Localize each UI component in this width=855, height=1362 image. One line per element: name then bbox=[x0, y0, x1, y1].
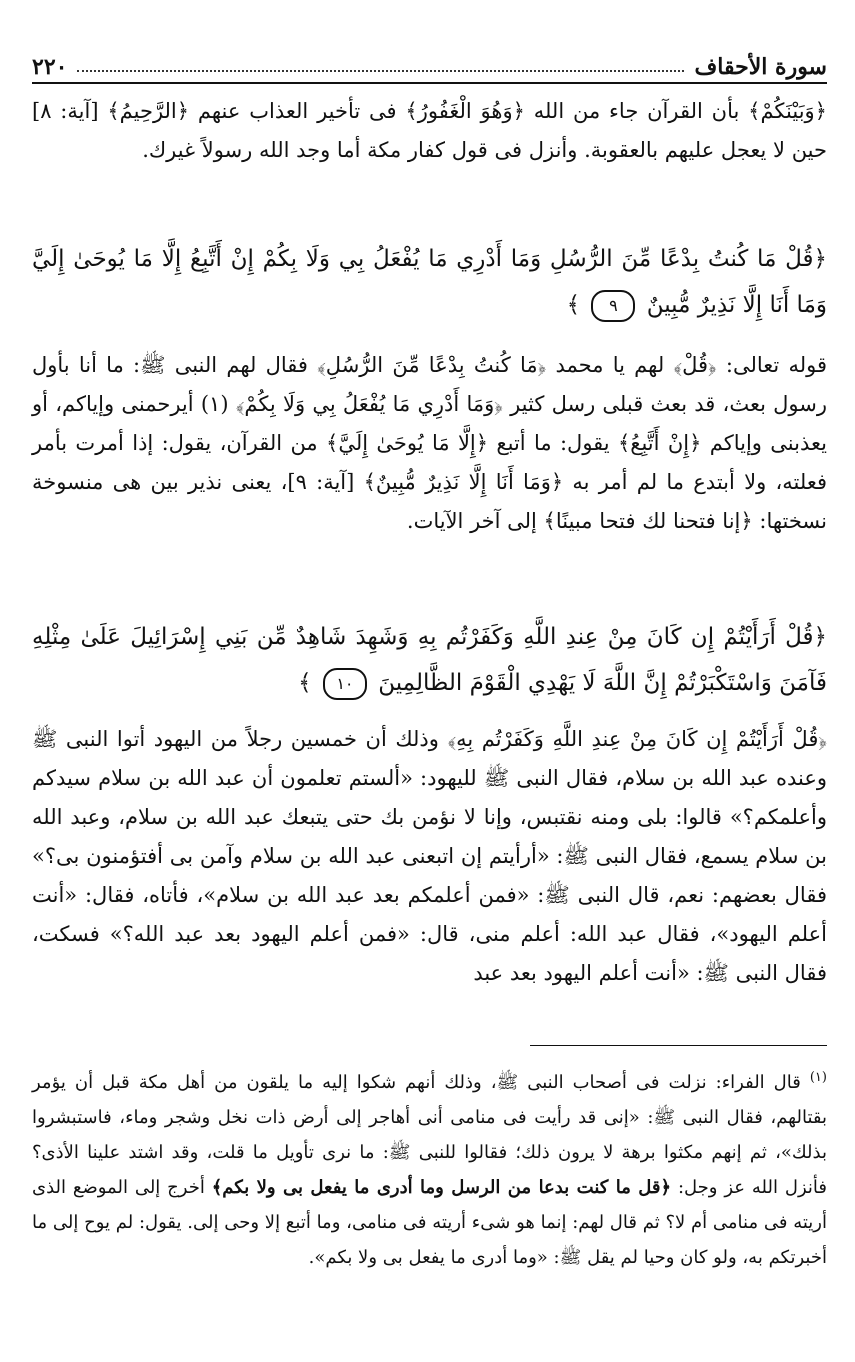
intro-text: ﴿وَبَيْنَكُمْ﴾ بأن القرآن جاء من الله ﴿وَهُوَ الْغَفُورُ﴾ فى تأخير العذاب عنهم ﴿الرَّحِيمُ﴾ [آية: ٨] حين لا يعجل عليهم بالعقوبة. وأنزل فى قول كفار مكة أما وجد الله رسولاً غيرك. bbox=[32, 99, 827, 162]
intro-paragraph bbox=[32, 92, 827, 170]
footnote-divider bbox=[530, 1045, 827, 1046]
page-header bbox=[32, 44, 827, 84]
verse-9-number-marker: ٩ bbox=[591, 290, 635, 322]
verse-10 bbox=[32, 614, 827, 706]
footnote-text-b: أخرج إلى الموضع الذى أريته فى منامى أم لا؟ ثم قال لهم: إنما هو شىء أريته فى منامى، وما أتبع إلا وحى إلى. يقول: لم يوح إلى ما أخبرتكم به، ولو كان وحيا لم يقل ﷺ: «وما أدرى ما يفعل بى ولا بكم». bbox=[32, 1177, 827, 1268]
footnote-number: (١) bbox=[809, 1070, 827, 1085]
commentary-10-text: ﴿قُلْ أَرَأَيْتُمْ إِن كَانَ مِنْ عِندِ اللَّهِ وَكَفَرْتُم بِهِ﴾ وذلك أن خمسين رجلاً من اليهود أتوا النبى ﷺ وعنده عبد الله بن سلام، فقال النبى ﷺ لليهود: «ألستم تعلمون أن عبد الله بن سلام سيدكم وأعلمكم؟» قالوا: بلى ومنه نقتبس، وإنا لا نؤمن بك حتى يتبعك عبد الله بن سلام، وعبد الله بن سلام يسمع، فقال النبى ﷺ: «أرأيتم إن اتبعنى عبد الله بن سلام وآمن بى أفتؤمنون بى؟» فقال بعضهم: نعم، قال النبى ﷺ: «فمن أعلمكم بعد عبد الله بن سلام»، فأتاه، فقال: «أنت أعلم اليهود»، فقال عبد الله: أعلم منى، قال: «فمن أعلم اليهود بعد عبد الله؟» فسكت، فقال النبى ﷺ: «أنت أعلم اليهود بعد عبد bbox=[32, 727, 827, 985]
commentary-verse-9 bbox=[32, 346, 827, 541]
verse-10-number-marker: ١٠ bbox=[323, 668, 367, 700]
verse-10-text: ﴿قُلْ أَرَأَيْتُمْ إِن كَانَ مِنْ عِندِ اللَّهِ وَكَفَرْتُم بِهِ وَشَهِدَ شَاهِدٌ مِّن بَنِي إِسْرَائِيلَ عَلَىٰ مِثْلِهِ فَآمَنَ وَاسْتَكْبَرْتُمْ إِنَّ اللَّهَ لَا يَهْدِي الْقَوْمَ الظَّالِمِينَ bbox=[32, 624, 827, 696]
verse-9-text: ﴿قُلْ مَا كُنتُ بِدْعًا مِّنَ الرُّسُلِ وَمَا أَدْرِي مَا يُفْعَلُ بِي وَلَا بِكُمْ إِنْ أَتَّبِعُ إِلَّا مَا يُوحَىٰ إِلَيَّ وَمَا أَنَا إِلَّا نَذِيرٌ مُّبِينٌ bbox=[32, 246, 827, 318]
verse-10-close: ﴾ bbox=[298, 670, 312, 696]
surah-title: سورة الأحقاف bbox=[694, 54, 827, 80]
commentary-9-text: قوله تعالى: ﴿قُلْ﴾ لهم يا محمد ﴿مَا كُنتُ بِدْعًا مِّنَ الرُّسُلِ﴾ فقال لهم النبى ﷺ: ما أنا بأول رسول بعث، قد بعث قبلى رسل كثير ﴿وَمَا أَدْرِي مَا يُفْعَلُ بِي وَلَا بِكُمْ﴾ (١) أيرحمنى وإياكم، أو يعذبنى وإياكم ﴿إِنْ أَتَّبِعُ﴾ يقول: ما أتبع ﴿إِلَّا مَا يُوحَىٰ إِلَيَّ﴾ من القرآن، يقول: إذا أمرت بأمر فعلته، ولا أبتدع ما لم أمر به ﴿وَمَا أَنَا إِلَّا نَذِيرٌ مُّبِينٌ﴾ [آية: ٩]، يعنى نذير بين هى منسوخة نسختها: ﴿إنا فتحنا لك فتحا مبينًا﴾ إلى آخر الآيات. bbox=[32, 353, 827, 533]
verse-9 bbox=[32, 236, 827, 328]
footnote bbox=[32, 1060, 827, 1275]
footnote-quoted-verse: ﴿قل ما كنت بدعا من الرسل وما أدرى ما يفعل بى ولا بكم﴾ bbox=[211, 1177, 672, 1198]
footnote-text-a: قال الفراء: نزلت فى أصحاب النبى ﷺ، وذلك أنهم شكوا إليه ما يلقون من أهل مكة قبل أن يؤمر بقتالهم، فقال النبى ﷺ: «إنى قد رأيت فى منامى أنى أهاجر إلى أرض ذات نخل وشجر وماء، فاستبشروا بذلك»، ثم إنهم مكثوا برهة لا يرون ذلك؛ فقالوا للنبى ﷺ: ما نرى تأويل ما قلت، وقد اشتد علينا الأذى؟ فأنزل الله عز وجل: bbox=[32, 1072, 827, 1198]
header-dot-leader bbox=[77, 70, 684, 72]
commentary-verse-10 bbox=[32, 720, 827, 993]
verse-9-close: ﴾ bbox=[566, 292, 581, 318]
page-number: ٢٢٠ bbox=[32, 54, 68, 80]
